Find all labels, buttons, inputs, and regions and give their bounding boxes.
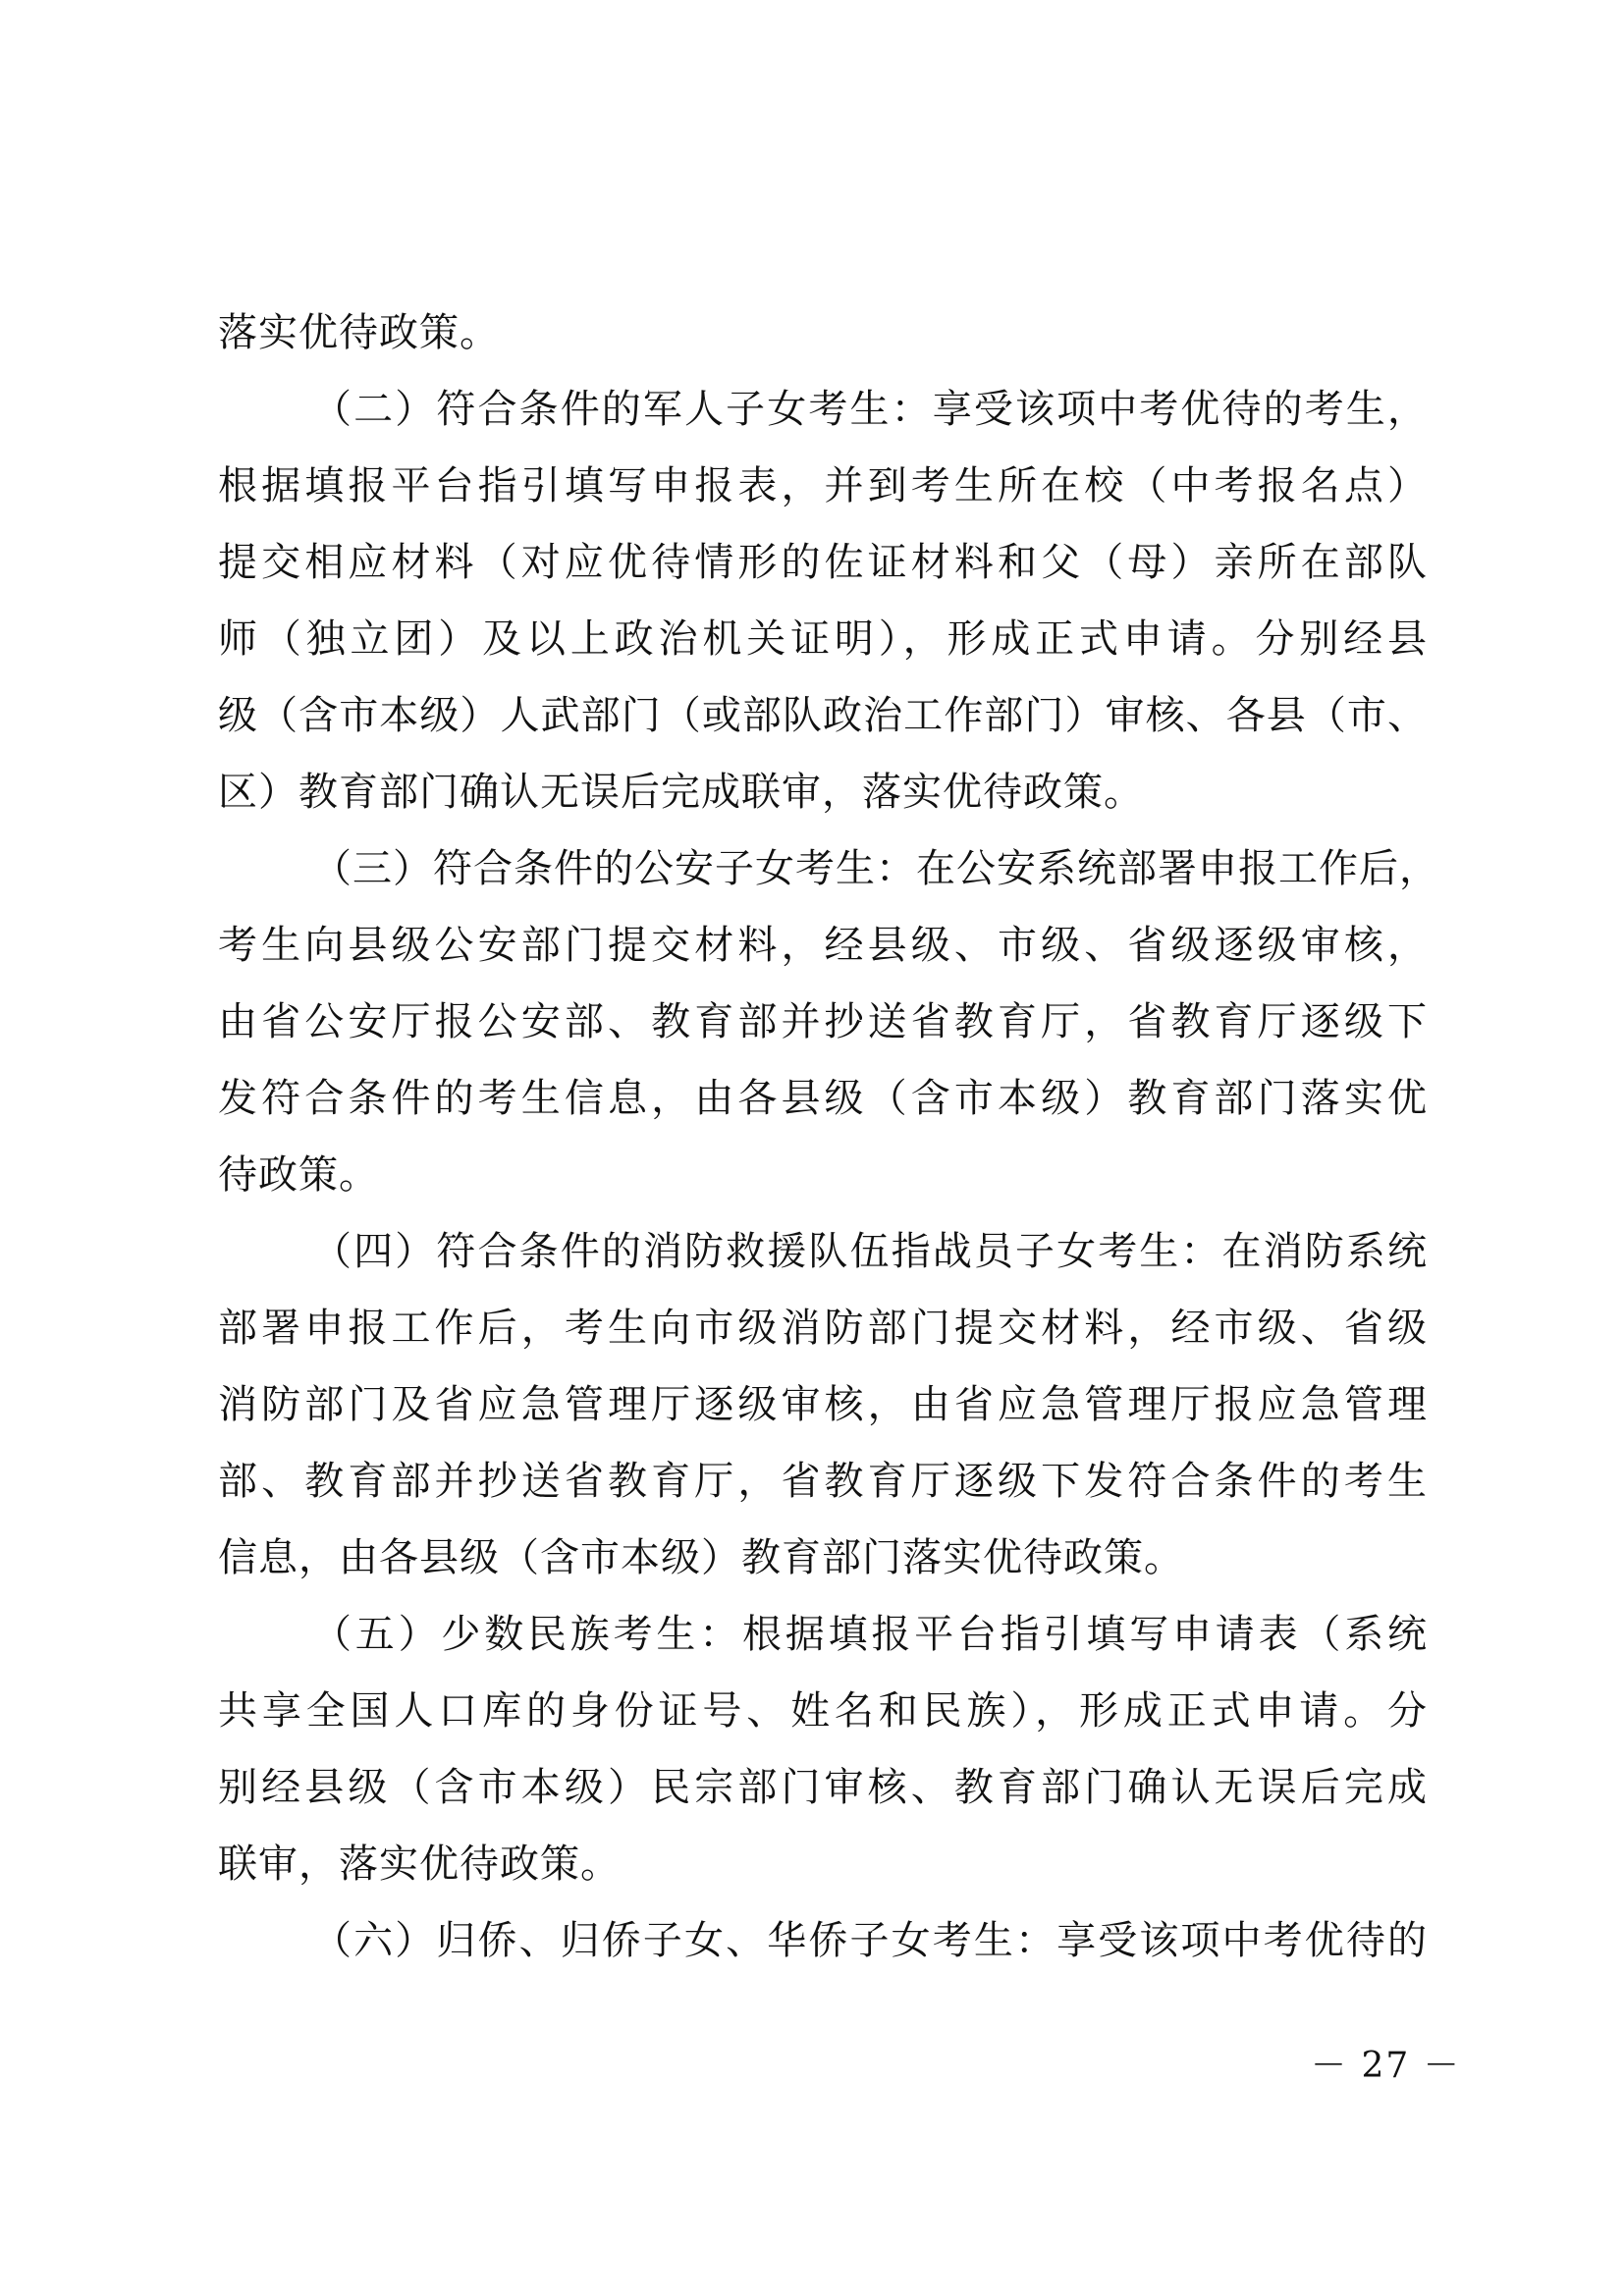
text-line: 消防部门及省应急管理厅逐级审核，由省应急管理厅报应急管理 xyxy=(218,1382,1428,1427)
paragraph-5-heading-line: （五）少数民族考生：根据填报平台指引填写申请表（系统 xyxy=(312,1612,1428,1657)
text-line: 部署申报工作后，考生向市级消防部门提交材料，经市级、省级 xyxy=(218,1306,1428,1351)
text-line: 信息，由各县级（含市本级）教育部门落实优待政策。 xyxy=(218,1535,1184,1580)
paragraph-2-heading-line: （二）符合条件的军人子女考生：享受该项中考优待的考生， xyxy=(312,387,1428,432)
text-line: 共享全国人口库的身份证号、姓名和民族），形成正式申请。分 xyxy=(218,1688,1428,1734)
paragraph-4-heading-line: （四）符合条件的消防救援队伍指战员子女考生：在消防系统 xyxy=(312,1229,1428,1274)
text-line: 级（含市本级）人武部门（或部队政治工作部门）审核、各县（市、 xyxy=(218,693,1428,738)
text-line: 部、教育部并抄送省教育厅，省教育厅逐级下发符合条件的考生 xyxy=(218,1459,1428,1504)
text-line: 待政策。 xyxy=(218,1152,379,1198)
text-line: 联审，落实优待政策。 xyxy=(218,1842,621,1887)
text-line: 师（独立团）及以上政治机关证明），形成正式申请。分别经县 xyxy=(218,616,1428,662)
body-text xyxy=(218,294,1439,1979)
text-line: 根据填报平台指引填写申报表，并到考生所在校（中考报名点） xyxy=(218,463,1428,508)
text-line: 区）教育部门确认无误后完成联审，落实优待政策。 xyxy=(218,770,1144,815)
text-line: 发符合条件的考生信息，由各县级（含市本级）教育部门落实优 xyxy=(218,1076,1428,1121)
paragraph-6-heading-line: （六）归侨、归侨子女、华侨子女考生：享受该项中考优待的 xyxy=(312,1918,1428,1963)
page-number: － 27 － xyxy=(1311,2046,1461,2086)
text-line: 考生向县级公安部门提交材料，经县级、市级、省级逐级审核， xyxy=(218,923,1428,968)
text-line: 落实优待政策。 xyxy=(218,310,500,355)
text-line: 提交相应材料（对应优待情形的佐证材料和父（母）亲所在部队 xyxy=(218,540,1428,585)
paragraph-3-heading-line: （三）符合条件的公安子女考生：在公安系统部署申报工作后， xyxy=(312,846,1439,891)
text-line: 由省公安厅报公安部、教育部并抄送省教育厅，省教育厅逐级下 xyxy=(218,999,1428,1044)
text-line: 别经县级（含市本级）民宗部门审核、教育部门确认无误后完成 xyxy=(218,1765,1428,1810)
